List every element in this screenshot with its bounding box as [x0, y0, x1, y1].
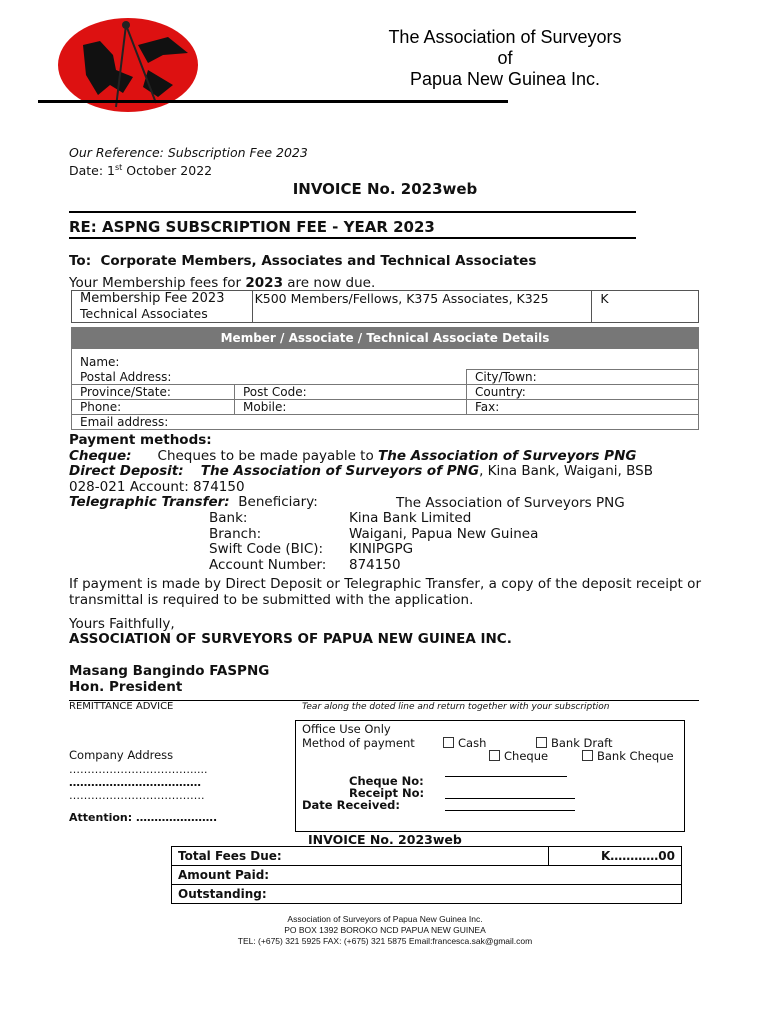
outstanding-label: Outstanding: — [172, 885, 682, 904]
cheque-text: Cheques to be made payable to — [157, 448, 379, 464]
attention-line: Attention: …………………. — [69, 811, 218, 824]
signatory-name: Masang Bangindo FASPNG — [69, 663, 270, 679]
remittance-label: REMITTANCE ADVICE — [69, 701, 174, 712]
fee-amount: K — [592, 291, 699, 323]
organisation-name — [340, 27, 670, 90]
reference: Our Reference: Subscription Fee 2023 — [69, 145, 308, 160]
option-cash[interactable] — [443, 736, 486, 750]
tt-label: Telegraphic Transfer: — [69, 494, 230, 510]
footer-line-3: TEL: (+675) 321 5925 FAX: (+675) 321 5875 Email:francesca.sak@gmail.com — [237, 936, 533, 946]
date-received-field[interactable] — [445, 810, 575, 811]
footer-line-2: PO BOX 1392 BOROKO NCD PAPUA NEW GUINEA — [284, 925, 486, 935]
tt-row-3-value: KINIPGPG — [349, 541, 414, 557]
dd-text: , Kina Bank, Waigani, BSB — [479, 463, 653, 479]
date-sup: st — [115, 163, 123, 172]
tt-row-1-key: Bank: — [209, 510, 248, 526]
details-fax: Fax: — [467, 400, 699, 415]
cash-checkbox[interactable] — [443, 737, 454, 748]
cheque-checkbox[interactable] — [489, 750, 500, 761]
details-name: Name: — [72, 349, 699, 370]
fee-label-cell — [72, 291, 253, 323]
tt-row-0-key: Beneficiary: — [238, 494, 318, 510]
cheque-no-label: Cheque No: — [349, 774, 424, 788]
total-fees-value: K…………00 — [549, 847, 682, 866]
address-dots-3: ………………………………. — [69, 789, 205, 802]
tt-keys — [209, 511, 326, 573]
amount-paid-label: Amount Paid: — [172, 866, 682, 885]
cheque-option-label: Cheque — [504, 749, 549, 763]
dd-payee: The Association of Surveyors of PNG — [200, 463, 480, 479]
option-cheque[interactable] — [489, 749, 548, 763]
details-postcode: Post Code: — [235, 385, 467, 400]
bank-cheque-checkbox[interactable] — [582, 750, 593, 761]
company-address-lines — [69, 763, 207, 802]
date-received-label: Date Received: — [302, 798, 400, 812]
cheque-payee: The Association of Surveyors PNG — [378, 448, 637, 464]
tt-row-0-value: The Association of Surveyors PNG — [396, 495, 625, 511]
fee-table — [71, 290, 699, 323]
cheque-no-field[interactable] — [445, 776, 567, 777]
to-line — [69, 253, 536, 269]
footer-line-1: Association of Surveyors of Papua New Guinea Inc. — [287, 914, 483, 924]
fees-due-prefix: Your Membership fees for — [69, 275, 246, 291]
address-dots-1: ……………………………..... — [69, 763, 208, 776]
tt-row-1-value: Kina Bank Limited — [349, 510, 472, 526]
company-address-label: Company Address — [69, 748, 174, 762]
dd-label: Direct Deposit: — [69, 463, 184, 479]
org-line-2: of — [497, 48, 513, 68]
option-bank-draft[interactable] — [536, 736, 613, 750]
to-value: Corporate Members, Associates and Technical Associates — [100, 253, 537, 269]
details-city: City/Town: — [467, 370, 699, 385]
signatory-title: Hon. President — [69, 679, 183, 695]
details-country: Country: — [467, 385, 699, 400]
tt-row-2-value: Waigani, Papua New Guinea — [349, 525, 539, 542]
deposit-note: If payment is made by Direct Deposit or Telegraphic Transfer, a copy of the deposit receipt or transmittal is required to be submitted with the application. — [69, 576, 701, 608]
cheque-label: Cheque: — [69, 448, 132, 464]
payment-title: Payment methods: — [69, 432, 212, 448]
details-phone: Phone: — [72, 400, 235, 415]
cash-label: Cash — [458, 736, 487, 750]
total-fees-label: Total Fees Due: — [172, 847, 549, 866]
header-rule — [38, 100, 508, 103]
details-email: Email address: — [72, 415, 699, 430]
invoice-title: INVOICE No. 2023web — [292, 180, 478, 198]
option-bank-cheque[interactable] — [582, 749, 674, 763]
date-prefix: Date: 1 — [69, 163, 116, 179]
re-bottom-rule — [69, 237, 636, 239]
yours-faithfully: Yours Faithfully, — [69, 616, 175, 632]
to-label: To: — [69, 253, 92, 269]
address-dots-2: ……………………………… — [69, 776, 201, 789]
bank-draft-checkbox[interactable] — [536, 737, 547, 748]
date-suffix: October 2022 — [122, 163, 213, 179]
fees-due-suffix: are now due. — [282, 275, 376, 291]
details-table — [71, 327, 699, 430]
closing-org: ASSOCIATION OF SURVEYORS OF PAPUA NEW GUINEA INC. — [69, 631, 512, 647]
details-postal: Postal Address: — [72, 370, 467, 385]
footer — [0, 914, 770, 947]
tear-note: Tear along the doted line and return together with your subscription — [302, 702, 610, 712]
remittance-invoice: INVOICE No. 2023web — [308, 832, 462, 847]
tt-row-2-key: Branch: — [209, 525, 262, 542]
details-province: Province/State: — [72, 385, 235, 400]
dd-line-2: 028-021 Account: 874150 — [69, 479, 245, 495]
re-top-rule — [69, 211, 636, 213]
tt-row-4-key: Account Number: — [209, 556, 327, 573]
receipt-no-field[interactable] — [445, 798, 575, 799]
totals-table — [171, 846, 682, 904]
fees-due-line — [69, 275, 375, 291]
fee-label-1: Membership Fee 2023 — [80, 291, 225, 306]
org-line-3: Papua New Guinea Inc. — [409, 69, 601, 89]
method-label: Method of payment — [302, 735, 415, 750]
date-line — [69, 163, 212, 178]
direct-deposit-line — [69, 464, 701, 480]
office-use-labels — [302, 723, 415, 750]
fee-rates: K500 Members/Fellows, K375 Associates, K325 — [252, 291, 592, 323]
details-mobile: Mobile: — [235, 400, 467, 415]
receipt-no-label: Receipt No: — [349, 786, 425, 800]
office-use-label: Office Use Only — [302, 722, 391, 736]
fee-label-2: Technical Associates — [80, 306, 208, 321]
bank-draft-label: Bank Draft — [551, 736, 613, 750]
details-header: Member / Associate / Technical Associate Details — [72, 328, 699, 349]
tt-row-4-value: 874150 — [349, 556, 401, 573]
fees-due-year: 2023 — [245, 275, 283, 291]
tt-row-3-key: Swift Code (BIC): — [209, 541, 324, 557]
re-line: RE: ASPNG SUBSCRIPTION FEE - YEAR 2023 — [69, 218, 435, 236]
org-line-1: The Association of Surveyors — [388, 27, 622, 47]
tt-values — [349, 511, 538, 573]
bank-cheque-label: Bank Cheque — [597, 749, 674, 763]
